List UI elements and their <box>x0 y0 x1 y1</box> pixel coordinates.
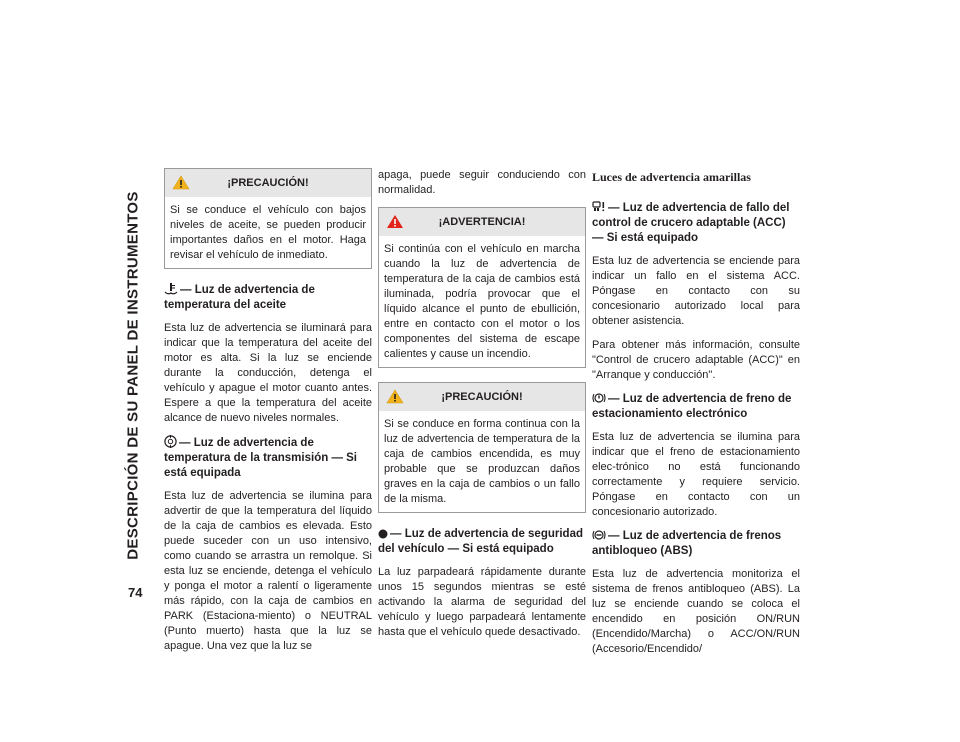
security-heading <box>378 527 586 557</box>
oil-temp-heading <box>164 283 372 313</box>
transmission-temperature-icon <box>164 435 177 448</box>
trans-temp-heading-text: — Luz de advertencia de temperatura de la transmisión — Si está equipada <box>164 437 358 479</box>
abs-heading <box>592 529 800 559</box>
abs-text: Esta luz de advertencia monitoriza el sistema de frenos antibloqueo (ABS). La luz se enciende cuando se coloca el encendido en posición ON/RUN (Encendido/Marcha) o ACC/ON/RUN (Accesorio/Encendido/ <box>592 568 800 655</box>
acc-heading <box>592 201 800 246</box>
acc-text-2: Para obtener más información, consulte "Control de crucero adaptable (ACC)" en "Arranque y conducción". <box>592 339 800 381</box>
epb-heading-text: — Luz de advertencia de freno de estacionamiento electrónico <box>592 393 792 420</box>
caution-icon <box>386 389 404 404</box>
acc-text-1: Esta luz de advertencia se enciende para indicar un fallo en el sistema ACC. Póngase en contacto con su concesionario autorizado local para obtener asistencia. <box>592 255 800 327</box>
section-title-vertical <box>118 175 148 575</box>
oil-temp-text: Esta luz de advertencia se iluminará para indicar que la temperatura del aceite del motor es alta. Si la luz se enciende durante la conducción, detenga el vehículo y apague el motor cuanto antes. Espere a que la temperatura del aceite alcance de nuevo niveles normales. <box>164 322 372 424</box>
caution-icon <box>172 175 190 190</box>
column-3 <box>592 168 800 666</box>
column-2 <box>378 168 586 649</box>
trans-temp-text: Esta luz de advertencia se ilumina para advertir de que la temperatura del líquido de la caja de cambios es elevada. Esto puede suceder con un uso intensivo, como cuando se arrastra un remolque. Si esta luz se enciende, detenga el vehículo y ponga el motor a ralentí o ligeramente más rápido, con la caja de cambios en PARK (Estaciona-miento) o NEUTRAL (Punto muerto) hasta que la luz se apague. Una vez que la luz se <box>164 490 372 652</box>
warning-icon <box>386 214 404 229</box>
section-title: DESCRIPCIÓN DE SU PANEL DE INSTRUMENTOS <box>124 190 142 560</box>
warning-box <box>378 207 586 368</box>
continuation-text: apaga, puede seguir conduciendo con normalidad. <box>378 169 586 196</box>
caution-title: ¡PRECAUCIÓN! <box>441 390 523 403</box>
acc-fault-icon <box>592 201 606 213</box>
oil-temp-heading-text: — Luz de advertencia de temperatura del aceite <box>164 284 315 311</box>
abs-heading-text: — Luz de advertencia de frenos antibloqueo (ABS) <box>592 530 782 557</box>
epb-text: Esta luz de advertencia se ilumina para indicar que el freno de estacionamiento elec-trónico no está funcionando correctamente y requiere servicio. Póngase en contacto con un concesionario autorizado. <box>592 431 800 518</box>
warning-text: Si continúa con el vehículo en marcha cuando la luz de advertencia de temperatura de la caja de cambios está iluminada, podría provocar que el líquido alcance el punto de ebullición, entre en contacto con el motor o los componentes del sistema de escape calientes y cause un incendio. <box>384 243 580 360</box>
caution-text: Si se conduce el vehículo con bajos niveles de aceite, se pueden producir importantes daños en el motor. Haga revisar el vehículo de inmediato. <box>170 204 366 261</box>
security-heading-text: — Luz de advertencia de seguridad del vehículo — Si está equipado <box>378 528 583 555</box>
caution-box-oil <box>164 168 372 269</box>
yellow-lights-heading: Luces de advertencia amarillas <box>592 170 751 184</box>
caution-box-header <box>165 169 371 197</box>
acc-heading-text: — Luz de advertencia de fallo del control de crucero adaptable (ACC) — Si está equipado <box>592 202 790 244</box>
oil-temperature-icon <box>164 283 178 295</box>
caution-box-header <box>379 383 585 411</box>
caution-title: ¡PRECAUCIÓN! <box>227 176 309 189</box>
warning-box-header <box>379 208 585 236</box>
security-light-icon <box>378 529 388 539</box>
security-text: La luz parpadeará rápidamente durante unos 15 segundos mientras se esté activando la alarma de seguridad del vehículo y luego parpadeará lentamente hasta que el vehículo quede desactivado. <box>378 566 586 638</box>
epb-heading <box>592 392 800 422</box>
column-1 <box>164 168 372 663</box>
electronic-parking-brake-icon <box>592 392 606 404</box>
warning-title: ¡ADVERTENCIA! <box>438 215 526 228</box>
caution-text: Si se conduce en forma continua con la luz de advertencia de temperatura de la caja de cambios encendida, es muy probable que se produzcan daños graves en la caja de cambios o un fallo de la misma. <box>384 418 580 505</box>
page-number: 74 <box>128 585 143 600</box>
trans-temp-heading <box>164 435 372 481</box>
caution-box-transmission <box>378 382 586 513</box>
abs-icon <box>592 529 606 541</box>
